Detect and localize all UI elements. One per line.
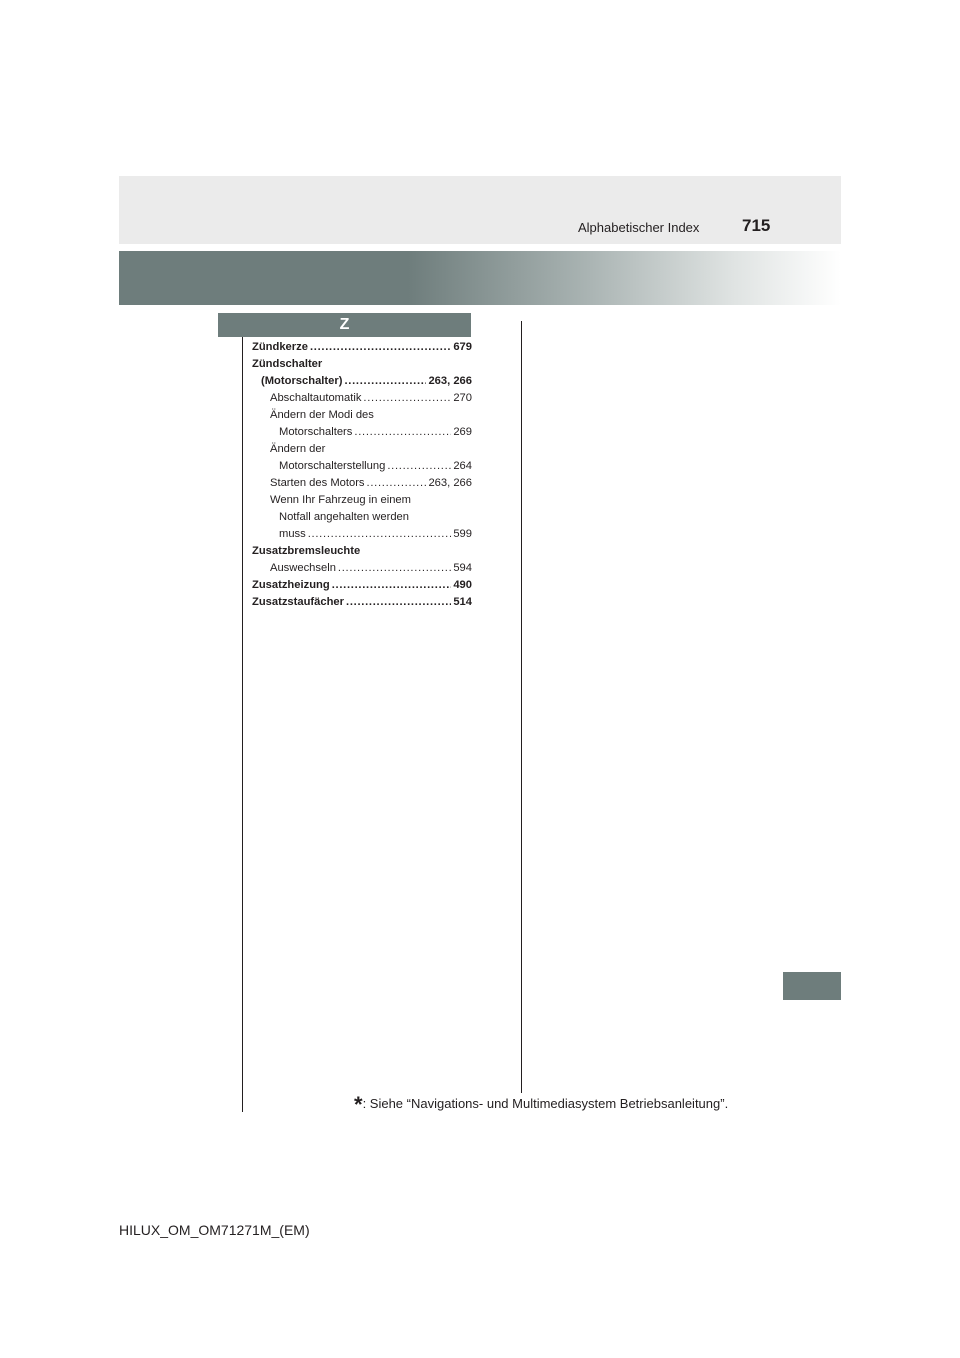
- index-entry-page-ref[interactable]: 269: [453, 426, 472, 438]
- index-entry: [252, 560, 472, 577]
- index-entry-leader-dots: [338, 560, 451, 577]
- index-entry-term: Motorschalters: [279, 426, 353, 438]
- index-entry-page-ref[interactable]: 599: [453, 528, 472, 540]
- index-entry: [252, 356, 472, 373]
- index-entry-term: Abschaltautomatik: [270, 392, 362, 404]
- index-entry-term: Zusatzheizung: [252, 579, 330, 591]
- index-entry-term: Motorschalterstellung: [279, 460, 386, 472]
- index-entry-page-ref[interactable]: 514: [453, 596, 472, 608]
- footnote-marker: *: [354, 1092, 363, 1117]
- column-divider-left: [242, 337, 243, 1112]
- index-entry: [252, 339, 472, 356]
- index-entry-page-ref[interactable]: 490: [453, 579, 472, 591]
- index-entry: [252, 543, 472, 560]
- index-entry: [252, 577, 472, 594]
- index-entry-term: Auswechseln: [270, 562, 336, 574]
- index-entry-leader-dots: [354, 424, 451, 441]
- index-entry: [252, 373, 472, 390]
- index-entry-page-ref[interactable]: 594: [453, 562, 472, 574]
- page-number: 715: [742, 216, 771, 235]
- index-entry: [252, 492, 472, 509]
- index-entry-leader-dots: [346, 594, 451, 611]
- index-entry-page-ref[interactable]: 264: [453, 460, 472, 472]
- section-title: Alphabetischer Index: [578, 220, 700, 235]
- index-entry-term: Starten des Motors: [270, 477, 365, 489]
- index-entry-leader-dots: [310, 339, 451, 356]
- index-entry-list: [252, 339, 472, 611]
- index-letter-header: Z: [218, 313, 471, 337]
- column-divider-middle: [521, 321, 522, 1093]
- index-entry: [252, 407, 472, 424]
- index-entry-term: Zusatzbremsleuchte: [252, 545, 361, 557]
- page-header-bar: [119, 176, 841, 244]
- chapter-side-tab: [783, 972, 841, 1000]
- index-entry-term: Zusatzstaufächer: [252, 596, 345, 608]
- header-gradient-band: [119, 251, 841, 305]
- footnote: [354, 1094, 728, 1115]
- index-entry-leader-dots: [363, 390, 451, 407]
- index-entry-term: Wenn Ihr Fahrzeug in einem: [270, 494, 411, 506]
- index-entry-term: Ändern der Modi des: [270, 409, 374, 421]
- index-entry: [252, 526, 472, 543]
- index-entry-leader-dots: [367, 475, 427, 492]
- index-entry: [252, 424, 472, 441]
- index-entry-leader-dots: [308, 526, 452, 543]
- index-entry-term: (Motorschalter): [261, 375, 343, 387]
- index-entry: [252, 390, 472, 407]
- index-entry-leader-dots: [332, 577, 452, 594]
- index-entry-term: Zündschalter: [252, 358, 323, 370]
- index-entry-leader-dots: [344, 373, 426, 390]
- index-entry: [252, 475, 472, 492]
- index-entry: [252, 458, 472, 475]
- index-entry-page-ref[interactable]: 263, 266: [428, 477, 472, 489]
- index-entry: [252, 594, 472, 611]
- index-entry-leader-dots: [387, 458, 451, 475]
- document-code: HILUX_OM_OM71271M_(EM): [119, 1222, 310, 1238]
- footnote-text: : Siehe “Navigations- und Multimediasystem Betriebsanleitung”.: [362, 1096, 729, 1111]
- index-entry-page-ref[interactable]: 679: [453, 341, 472, 353]
- index-entry-term: muss: [279, 528, 306, 540]
- index-entry-term: Ändern der: [270, 443, 326, 455]
- index-entry-term: Notfall angehalten werden: [279, 511, 409, 523]
- index-entry: [252, 441, 472, 458]
- index-entry-page-ref[interactable]: 270: [453, 392, 472, 404]
- index-entry-term: Zündkerze: [252, 341, 308, 353]
- index-entry-page-ref[interactable]: 263, 266: [428, 375, 472, 387]
- index-entry: [252, 509, 472, 526]
